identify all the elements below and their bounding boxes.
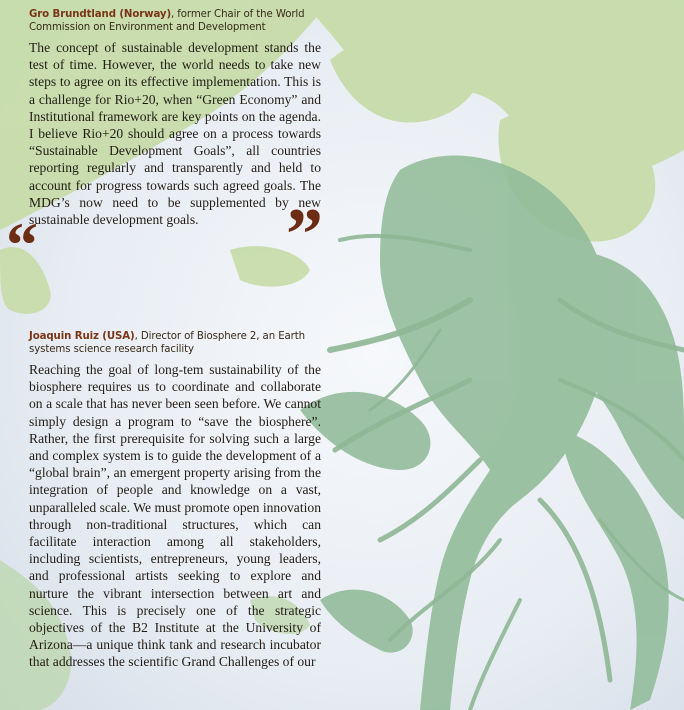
speaker-name: Gro Brundtland (Norway) bbox=[29, 9, 172, 20]
quote-ruiz bbox=[29, 330, 321, 671]
close-quote-mark: ” bbox=[286, 194, 323, 276]
attribution-brundtland bbox=[29, 8, 321, 34]
quote-text: Reaching the goal of long-tem sustainability of the biosphere requires us to coordinate and collaborate on a scale that has never been seen before. We cannot simply design a program to “save the biosphere”. Rather, the first prerequisite for solving such a large and complex system is to guide the development of a “global brain”, an emergent property arising from the integration of people and knowledge on a vast, unparalleled scale. We must promote open innovation through non-traditional structures, which can facilitate interaction among all stakeholders, including scientists, entrepreneurs, young leaders, and professional artists seeking to explore and nurture the vibrant intersection between art and science. This is precisely one of the strategic objectives of the B2 Institute at the University of Arizona—a unique think tank and research incubator that addresses the scientific Grand Challenges of our bbox=[29, 362, 321, 670]
speaker-role: , Director of Biosphere 2, an Earth bbox=[134, 331, 306, 342]
quote-brundtland bbox=[29, 8, 321, 228]
speaker-name: Joaquin Ruiz (USA) bbox=[29, 331, 135, 342]
speaker-role-continued: Commission on Environment and Development bbox=[29, 22, 266, 33]
speaker-role-continued: systems science research facility bbox=[29, 344, 194, 355]
speaker-role: , former Chair of the World bbox=[171, 9, 305, 20]
quote-text: The concept of sustainable development stands the test of time. However, the world needs to take new steps to agree on its effective implementation. This is a challenge for Rio+20, when “Green Economy” and Institutional framework are key points on the agenda. I believe Rio+20 should agree on a process towards “Sustainable Development Goals”, all countries reporting regularly and transparently and held to account for progress towards such agreed goals. The MDG’s now need to be supplemented by new sustainable development goals. bbox=[29, 40, 321, 228]
attribution-ruiz bbox=[29, 330, 321, 356]
open-quote-mark: “ bbox=[6, 209, 38, 280]
